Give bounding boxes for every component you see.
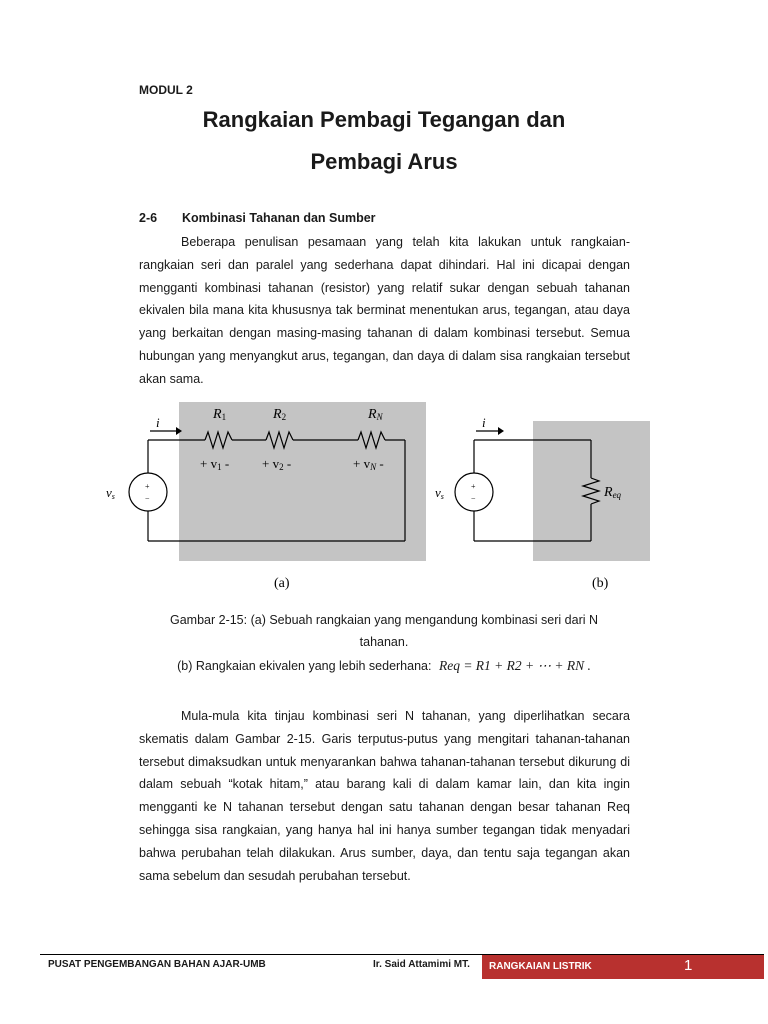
resistor-label-rn: RN bbox=[368, 407, 383, 422]
paragraph-1 bbox=[139, 231, 630, 391]
current-arrow-b bbox=[498, 427, 504, 435]
resistor-label-r2: R2 bbox=[273, 407, 287, 422]
paragraph-2-text: Mula-mula kita tinjau kombinasi seri N tahanan, yang diperlihatkan secara skematis dalam Gambar 2-15. Garis terputus-putus yang mengitari tahanan-tahanan tersebut dimaksudkan untuk menyarankan bahwa tahanan-tahanan tersebut dikurung di dalam sebuah “kotak hitam,” atau barang kali di dalam kamar lain, dan kita ingin mengganti ke N tahanan tersebut dengan satu tahanan dengan besar tahanan Req sehingga sisa rangkaian, yang hanya hal ini hanya sumber tegangan tidak menyadari bahwa perubahan telah dilakukan. Arus sumber, daya, dan tentu saja tegangan akan sama sebelum dan sesudah perubahan tersebut. bbox=[139, 709, 630, 883]
figure-caption-line-3 bbox=[0, 655, 768, 677]
voltage-source-b bbox=[455, 473, 493, 511]
resistor-label-req: Req bbox=[604, 485, 622, 500]
footer-author: Ir. Said Attamimi MT. bbox=[373, 959, 470, 970]
footer-course: RANGKAIAN LISTRIK bbox=[489, 961, 592, 972]
section-title: Kombinasi Tahanan dan Sumber bbox=[182, 211, 376, 225]
figure-caption-line-2: tahanan. bbox=[359, 635, 409, 649]
section-heading bbox=[139, 211, 376, 225]
source-plus-b: + bbox=[471, 482, 476, 491]
source-label-b: vs bbox=[435, 485, 444, 501]
page-title-line-2: Pembagi Arus bbox=[310, 149, 458, 174]
source-minus-b: − bbox=[471, 494, 476, 503]
black-box-a bbox=[179, 402, 426, 561]
paragraph-1-text: Beberapa penulisan pesamaan yang telah kita lakukan untuk rangkaian-rangkaian seri dan paralel yang sederhana dapat dihindari. Hal ini dicapai dengan mengganti kombinasi tahanan (resistor) yang relatif sukar dengan sebuah tahanan ekivalen bila mana kita khususnya tak berminat menentukan arus, tegangan, atau daya yang berkaitan dengan masing-masing tahanan di dalam kombinasi tersebut. Semua hubungan yang menyangkut arus, tegangan, dan daya di dalam sisa rangkaian tersebut akan sama. bbox=[139, 235, 630, 386]
section-number: 2-6 bbox=[139, 211, 158, 225]
resistor-label-r1: R1 bbox=[213, 407, 227, 422]
circuit-figure bbox=[0, 395, 768, 605]
figure-label-b: (b) bbox=[592, 576, 609, 591]
module-label: MODUL 2 bbox=[139, 83, 193, 97]
voltage-label-v1: + v1 - bbox=[200, 456, 230, 472]
source-plus-a: + bbox=[145, 482, 150, 491]
voltage-label-v2: + v2 - bbox=[262, 456, 292, 472]
page-number: 1 bbox=[684, 957, 693, 974]
figure-caption-line-1: Gambar 2-15: (a) Sebuah rangkaian yang mengandung kombinasi seri dari N bbox=[169, 613, 599, 627]
figure-caption-line-3-text: (b) Rangkaian ekivalen yang lebih sederhana: bbox=[177, 659, 432, 673]
source-label-a: vs bbox=[106, 485, 115, 501]
voltage-source-a bbox=[129, 473, 167, 511]
source-minus-a: − bbox=[145, 494, 150, 503]
page-title-line-1: Rangkaian Pembagi Tegangan dan bbox=[202, 107, 566, 132]
footer-institution: PUSAT PENGEMBANGAN BAHAN AJAR-UMB bbox=[48, 959, 266, 970]
equivalent-resistance-formula: Req = R1 + R2 + ⋯ + RN . bbox=[438, 658, 591, 673]
current-label-a: i bbox=[156, 415, 160, 430]
figure-label-a: (a) bbox=[274, 576, 290, 591]
footer-course-band bbox=[482, 955, 764, 979]
current-label-b: i bbox=[482, 415, 486, 430]
voltage-label-vn: + vN - bbox=[353, 456, 384, 472]
paragraph-2 bbox=[139, 705, 630, 887]
